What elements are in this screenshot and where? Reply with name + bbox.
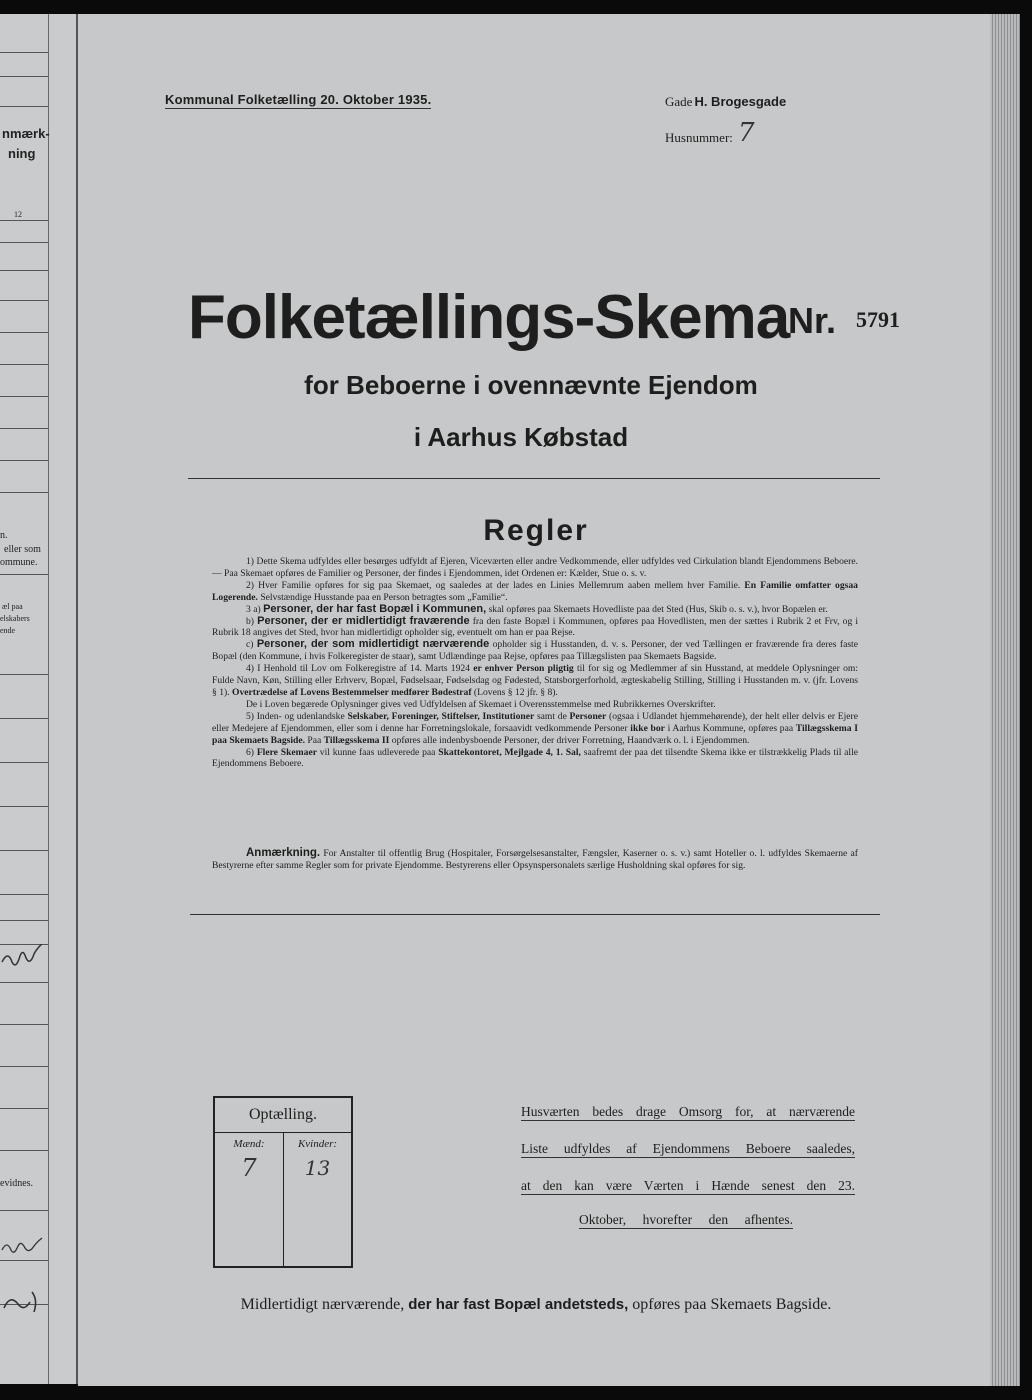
left-page-text-fragment: ommune.: [0, 557, 38, 568]
note-body: For Anstalter til offentlig Brug (Hospitaler, Forsørgelsesanstalter, Fængsler, Kaserner o. s. v.) samt Hoteller o. l. udfyldes Skemaerne af Bestyrerne efter samme Regler som for private Ejendomme. Bestyrerens eller Opsynspersonalets særlige Husholdning skal opføres for sig.: [212, 848, 858, 871]
left-page-text-fragment: æl paa: [2, 602, 23, 611]
instruction-line: Husværten bedes drage Omsorg for, at nærværende: [521, 1104, 855, 1119]
left-page-column-line: [48, 14, 49, 1384]
left-facing-page: [0, 14, 78, 1384]
house-number-label: Husnummer:: [665, 130, 733, 145]
street-label: Gade: [665, 94, 693, 109]
form-title: Folketællings-Skema: [188, 283, 790, 352]
page-edges: [990, 14, 1020, 1386]
form-number-value: 5791: [856, 307, 900, 332]
instruction-line: Liste udfyldes af Ejendommens Beboere saaledes,: [521, 1141, 855, 1156]
count-column-divider: [283, 1132, 284, 1266]
women-count: 13: [304, 1156, 331, 1180]
left-page-header-fragment: nmærk-: [2, 126, 50, 141]
footer-emphasis: der har fast Bopæl andetsteds,: [408, 1296, 629, 1313]
note-divider: [190, 914, 880, 915]
rule-3c: c) Personer, der som midlertidigt nærværende opholder sig i Husstanden, d. v. s. Personer, der ved Tællingen er fraværende fra deres faste Bopæl (den Kommune, i hvis Folkeregister de staar), samt Udlændinge paa Rejse, opføres paa Tillægslisten paa Skemaets Bagside.: [212, 638, 858, 663]
form-subtitle-city: i Aarhus Købstad: [413, 422, 629, 452]
note-text: [212, 848, 858, 872]
count-box: [213, 1096, 353, 1268]
instruction-line: Oktober, hvorefter den afhentes.: [579, 1212, 793, 1227]
left-page-column-number: 12: [14, 210, 22, 219]
rule-3b: b) Personer, der er midlertidigt fraværende fra den faste Bopæl i Kommunen, opføres paa Hovedlisten, men der sættes i Rubrik 2 et Frv, og i Rubrik 18 angives det Sted, hvor han midlertidigt opholder sig, eventuelt om han er paa Rejse.: [212, 614, 859, 639]
rules-heading: Regler: [483, 514, 589, 547]
footer-note: [0, 1296, 1032, 1314]
footer-part: opføres paa Skemaets Bagside.: [632, 1296, 832, 1313]
street-field: [665, 94, 786, 110]
rule-4: 4) I Henhold til Lov om Folkeregistre af 14. Marts 1924 er enhver Person pligtig til for sig og Medlemmer af sin Husstand, at meddele Oplysninger om: Fulde Navn, Køn, Stilling eller Erhverv, Bopæl, Fødselsaar, Fødselsdag og Fødested, Statsborgerforhold, ægteskabelig Stilling, Stilling i Husstanden m. v. (jfr. Lovens § 1). Overtrædelse af Lovens Bestemmelser medfører Bødestraf (Lovens § 12 jfr. § 8).: [212, 663, 858, 698]
men-label: Mænd:: [233, 1138, 265, 1150]
form-number-label: Nr.: [788, 300, 837, 341]
rule-4-continued: De i Loven begærede Oplysninger gives ved Udfyldelsen af Skemaet i Overensstemmelse med Rubrikkernes Overskrifter.: [246, 698, 716, 710]
form-subtitle: for Beboerne i ovennævnte Ejendom: [304, 370, 758, 400]
left-page-text-fragment: eller som: [4, 544, 41, 555]
left-page-text-fragment: elskabers: [0, 614, 30, 623]
rule-2: 2) Hver Familie opføres for sig paa Skemaet, og saaledes at der lades en Linies Mellemrum aaben mellem hver Familie. En Familie omfatter ogsaa Logerende. Selvstændige Husstande paa en Person betragtes som „Familie“.: [212, 579, 858, 603]
house-number-value: 7: [738, 118, 755, 148]
rule-1: 1) Dette Skema udfyldes eller besørges udfyldt af Ejeren, Viceværten eller andre Vedkommende, eller udfyldes ved Cirkulation blandt Ejendommens Beboere. — Paa Skemaet opføres de Familier og Personer, der findes i Ejendommen, idet Ordenen er: Kælder, Stue o. s. v.: [212, 556, 858, 579]
rule-3a: 3 a) Personer, der har fast Bopæl i Kommunen, skal opføres paa Skemaets Hovedliste paa det Sted (Hus, Skib o. s. v.), hvor Bopælen er.: [246, 602, 828, 615]
left-page-text-fragment: ende: [0, 626, 16, 635]
rules-text: [212, 556, 858, 770]
footer-part: Midlertidigt nærværende,: [240, 1296, 405, 1313]
rule-5: 5) Inden- og udenlandske Selskaber, Foreninger, Stiftelser, Institutioner samt de Personer (ogsaa i Udlandet hjemmehørende), der helt eller delvis er Ejere eller Medejere af Ejendommen, eller som i denne har Forretningslokale, forsaavidt vedkommende Personer ikke bor i Aarhus Kommune, opføres paa Tillægsskema I paa Skemaets Bagside. Paa Tillægsskema II opføres alle indenbysboende Personer, der driver Forretning, Haandværk o. l. i Ejendommen.: [212, 710, 858, 746]
title-divider: [188, 478, 880, 479]
women-label: Kvinder:: [297, 1138, 338, 1150]
instruction-line: at den kan være Værten i Hænde senest den 23.: [521, 1178, 855, 1193]
note-label: Anmærkning.: [246, 847, 321, 859]
men-count: 7: [241, 1154, 257, 1182]
left-page-header-fragment: ning: [8, 146, 36, 161]
count-title: Optælling.: [248, 1106, 317, 1123]
census-header: Kommunal Folketælling 20. Oktober 1935.: [165, 92, 432, 107]
street-value: H. Brogesgade: [694, 94, 787, 109]
rule-6: 6) Flere Skemaer vil kunne faas udleverede paa Skattekontoret, Mejlgade 4, 1. Sal, saafremt der paa det tilsendte Skema ikke er tilstrækkelig Plads til alle Ejendommens Beboere.: [212, 746, 859, 770]
left-page-text-fragment: n.: [0, 530, 8, 541]
left-page-handwriting: [0, 1236, 48, 1258]
left-page-text-fragment: evidnes.: [0, 1178, 34, 1189]
left-page-handwriting: [0, 944, 48, 970]
